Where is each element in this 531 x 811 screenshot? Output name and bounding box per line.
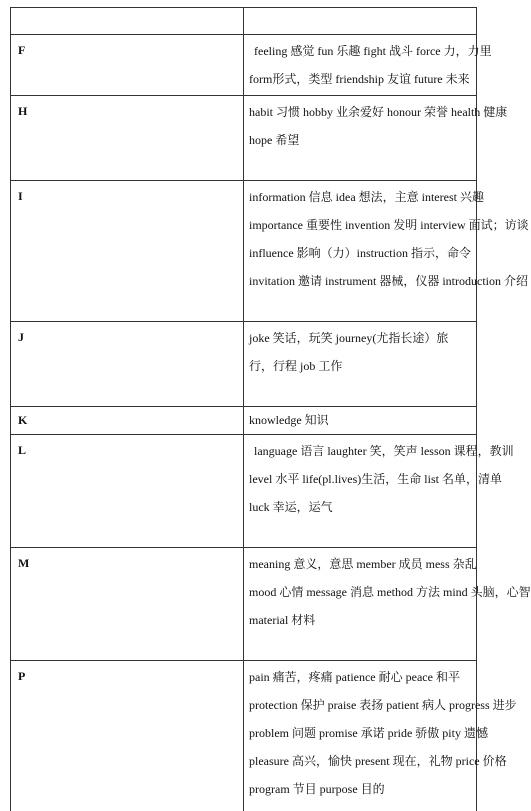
- table-row: [11, 181, 477, 322]
- words-cell: [244, 181, 529, 322]
- table-row: [11, 407, 477, 435]
- word-line: mood 心情 message 消息 method 方法 mind 头脑，心智: [249, 585, 531, 599]
- word-line: invitation 邀请 instrument 器械，仪器 introduction 介绍: [249, 274, 528, 288]
- word-line: luck 幸运，运气: [249, 500, 333, 514]
- table-row: [11, 548, 477, 661]
- header-row: [11, 8, 477, 35]
- word-line: knowledge 知识: [249, 413, 329, 427]
- table-row: [11, 96, 477, 181]
- word-line: habit 习惯 hobby 业余爱好 honour 荣誉 health 健康: [249, 105, 508, 119]
- vocabulary-table: [10, 7, 531, 811]
- words-cell: [244, 435, 514, 548]
- letter-cell: P: [11, 661, 244, 811]
- letter-cell: K: [11, 407, 244, 435]
- letter-cell: H: [11, 96, 244, 181]
- word-line: influence 影响（力）instruction 指示，命令: [249, 246, 471, 260]
- word-line: feeling 感觉 fun 乐趣 fight 战斗 force 力，力里: [254, 44, 492, 58]
- table-row: [11, 35, 477, 96]
- word-line: program 节目 purpose 目的: [249, 782, 385, 796]
- table-row: [11, 661, 477, 811]
- words-cell: [244, 96, 508, 181]
- header-cell-letter: [11, 8, 244, 35]
- words-cell: [244, 548, 531, 661]
- word-line: hope 希望: [249, 133, 300, 147]
- word-line: importance 重要性 invention 发明 interview 面试；访谈: [249, 218, 529, 232]
- word-line: level 水平 life(pl.lives)生活，生命 list 名单，清单: [249, 472, 502, 486]
- word-line: form形式，类型 friendship 友谊 future 未来: [249, 72, 470, 86]
- letter-cell: L: [11, 435, 244, 548]
- words-cell: [244, 35, 492, 96]
- letter-cell: M: [11, 548, 244, 661]
- word-line: pleasure 高兴，愉快 present 现在，礼物 price 价格: [249, 754, 507, 768]
- word-line: language 语言 laughter 笑，笑声 lesson 课程，教训: [254, 444, 514, 458]
- word-line: problem 问题 promise 承诺 pride 骄傲 pity 遗憾: [249, 726, 488, 740]
- words-cell: [244, 661, 517, 811]
- table-row: [11, 322, 477, 407]
- word-line: protection 保护 praise 表扬 patient 病人 progress 进步: [249, 698, 517, 712]
- header-cell-words: [244, 8, 477, 35]
- word-line: 行，行程 job 工作: [249, 359, 343, 373]
- words-cell: [244, 407, 477, 435]
- word-line: pain 痛苦，疼痛 patience 耐心 peace 和平: [249, 670, 460, 684]
- word-line: meaning 意义，意思 member 成员 mess 杂乱: [249, 557, 477, 571]
- letter-cell: F: [11, 35, 244, 96]
- letter-cell: I: [11, 181, 244, 322]
- words-cell: [244, 322, 477, 407]
- table-row: [11, 435, 477, 548]
- word-line: joke 笑话，玩笑 journey(尤指长途）旅: [249, 331, 449, 345]
- word-line: information 信息 idea 想法，主意 interest 兴趣: [249, 190, 484, 204]
- letter-cell: J: [11, 322, 244, 407]
- word-line: material 材料: [249, 613, 316, 627]
